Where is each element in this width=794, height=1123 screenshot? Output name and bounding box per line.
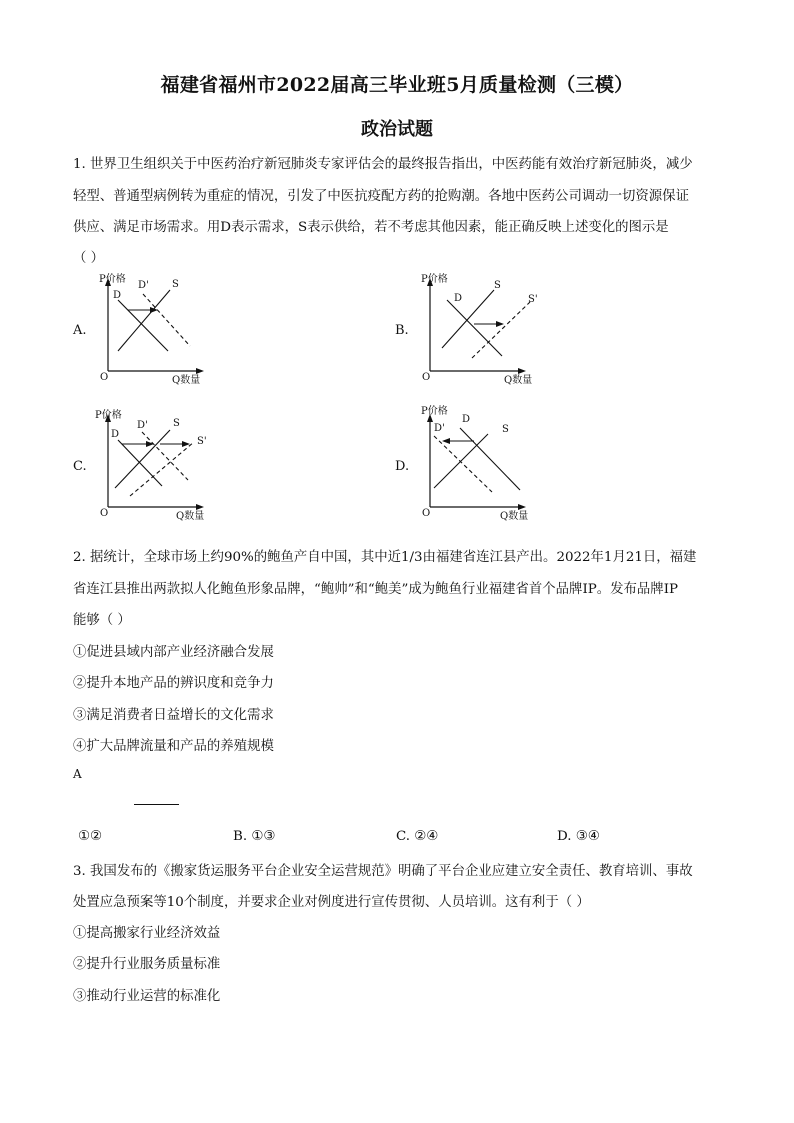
graph-b-p-label: P价格 xyxy=(421,274,448,285)
q3-item-2: ②提升行业服务质量标准 xyxy=(73,957,221,972)
graph-d-label: D. xyxy=(395,459,410,474)
graph-d xyxy=(412,404,612,534)
graph-c-s-curve xyxy=(115,430,170,488)
graph-c-p-label: P价格 xyxy=(95,410,122,421)
q2-option-a: ①② xyxy=(78,829,103,844)
q3-line-2: 处置应急预案等10个制度，并要求企业对例度进行宣传贯彻、人员培训。这有利于（ ） xyxy=(73,895,590,910)
q2-item-3: ③满足消费者日益增长的文化需求 xyxy=(73,708,274,723)
graph-a-p-label: P价格 xyxy=(99,274,126,285)
graph-d-dprime-label: D' xyxy=(434,423,445,434)
graph-d-dprime-curve xyxy=(434,436,492,492)
graph-b-origin: O xyxy=(422,372,431,383)
graph-c-origin: O xyxy=(100,508,109,519)
q1-answer-paren: （ ） xyxy=(73,251,105,266)
q2-item-2: ②提升本地产品的辨识度和竞争力 xyxy=(73,676,274,691)
graph-a-q-label: Q数量 xyxy=(172,375,201,386)
graph-c-dprime-label: D' xyxy=(137,420,148,431)
graph-c-s-label: S xyxy=(173,418,180,429)
q3-item-3: ③推动行业运营的标准化 xyxy=(73,989,221,1004)
graph-d-q-label: Q数量 xyxy=(500,511,529,522)
graph-c-sprime-curve xyxy=(130,442,194,496)
graph-c-q-label: Q数量 xyxy=(176,511,205,522)
graph-c-d-curve xyxy=(118,440,162,486)
graph-a-origin: O xyxy=(100,372,109,383)
q1-line-3: 供应、满足市场需求。用D表示需求，S表示供给，若不考虑其他因素，能正确反映上述变化的图示是 xyxy=(73,220,669,235)
graph-a-d-curve xyxy=(118,300,168,351)
graph-d-p-label: P价格 xyxy=(421,406,448,417)
graph-b-sprime-label: S' xyxy=(528,294,538,305)
q3-item-1: ①提高搬家行业经济效益 xyxy=(73,926,221,941)
graph-b-label: B. xyxy=(395,323,409,338)
q2-item-1: ①促进县域内部产业经济融合发展 xyxy=(73,645,274,660)
graph-c-d-label: D xyxy=(111,429,120,440)
q2-answer-letter: A xyxy=(73,767,82,781)
graph-b-d-curve xyxy=(447,300,502,356)
graph-b-sprime-curve xyxy=(472,302,530,358)
q2-option-c: C. ②④ xyxy=(396,829,439,844)
graph-b xyxy=(412,268,612,398)
q2-option-d: D. ③④ xyxy=(557,829,600,844)
graph-b-s-label: S xyxy=(494,280,501,291)
graph-a-dprime-label: D' xyxy=(138,280,149,291)
document-title: 福建省福州市2022届高三毕业班5月质量检测（三模） xyxy=(160,74,634,96)
q2-line-2: 省连江县推出两款拟人化鲍鱼形象品牌，“鲍帅”和“鲍美”成为鲍鱼行业福建省首个品牌IP。发布品牌IP xyxy=(73,582,678,597)
graph-a-s-label: S xyxy=(172,279,179,290)
q1-line-2: 轻型、普通型病例转为重症的情况，引发了中医抗疫配方药的抢购潮。各地中医药公司调动一切资源保证 xyxy=(73,189,689,204)
graph-d-origin: O xyxy=(422,508,431,519)
q2-line-3: 能够（ ） xyxy=(73,613,131,628)
graph-a-dprime-curve xyxy=(143,294,190,346)
q2-line-1: 2. 据统计，全球市场上约90%的鲍鱼产自中国，其中近1/3由福建省连江县产出。2022年1月21日，福建 xyxy=(73,550,697,565)
q1-line-1: 1. 世界卫生组织关于中医药治疗新冠肺炎专家评估会的最终报告指出，中医药能有效治疗新冠肺炎，减少 xyxy=(73,157,693,172)
graph-a-s-curve xyxy=(118,290,170,351)
graph-c xyxy=(90,404,290,534)
q2-item-4: ④扩大品牌流量和产品的养殖规模 xyxy=(73,739,274,754)
graph-c-label: C. xyxy=(73,459,87,474)
graph-a xyxy=(90,268,290,398)
graph-a-d-label: D xyxy=(113,290,122,301)
answer-blank-line xyxy=(134,804,179,805)
graph-b-q-label: Q数量 xyxy=(504,375,533,386)
graph-d-d-label: D xyxy=(462,414,471,425)
document-subtitle: 政治试题 xyxy=(361,119,433,140)
graph-b-d-label: D xyxy=(454,293,463,304)
graph-d-s-label: S xyxy=(502,424,509,435)
q2-option-b: B. ①③ xyxy=(233,829,276,844)
graph-c-sprime-label: S' xyxy=(197,436,207,447)
graph-a-label: A. xyxy=(73,323,87,338)
q3-line-1: 3. 我国发布的《搬家货运服务平台企业安全运营规范》明确了平台企业应建立安全责任、教育培训、事故 xyxy=(73,864,693,879)
graph-d-d-curve xyxy=(460,428,520,490)
